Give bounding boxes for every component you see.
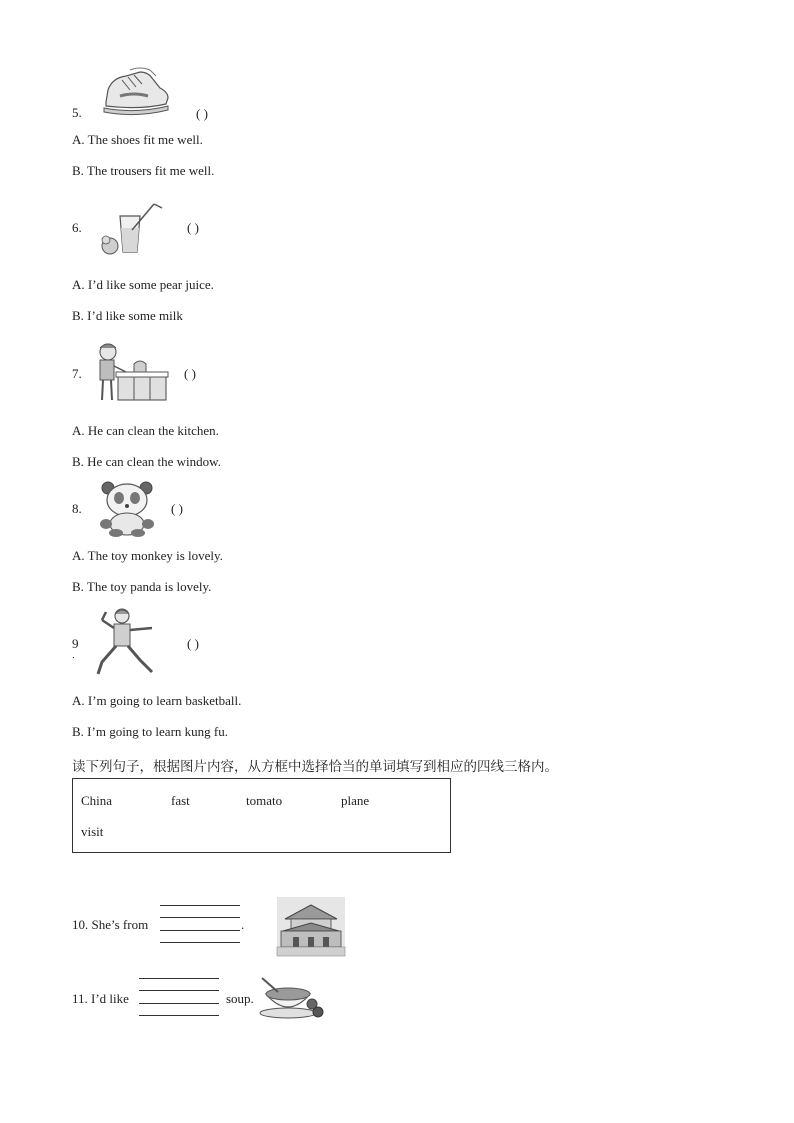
word-option: plane bbox=[341, 793, 370, 808]
option-b: B. He can clean the window. bbox=[72, 454, 221, 469]
fill-in-suffix: soup. bbox=[226, 991, 254, 1006]
option-b: B. I’m going to learn kung fu. bbox=[72, 724, 228, 739]
four-line-grid[interactable] bbox=[139, 978, 219, 1016]
option-a: A. The shoes fit me well. bbox=[72, 132, 203, 147]
option-a: A. He can clean the kitchen. bbox=[72, 423, 219, 438]
option-a: A. I’m going to learn basketball. bbox=[72, 693, 242, 708]
kung-fu-boy-picture bbox=[94, 606, 158, 678]
answer-bracket[interactable]: ( ) bbox=[187, 220, 199, 235]
option-a: A. I’d like some pear juice. bbox=[72, 277, 214, 292]
tiananmen-picture bbox=[277, 897, 345, 956]
option-b: B. The toy panda is lovely. bbox=[72, 579, 212, 594]
word-option: fast bbox=[171, 793, 190, 808]
answer-bracket[interactable]: ( ) bbox=[171, 501, 183, 516]
option-b: B. The trousers fit me well. bbox=[72, 163, 215, 178]
boy-kitchen-picture bbox=[94, 340, 168, 404]
question-number: 9 bbox=[72, 636, 79, 651]
sneakers-picture bbox=[100, 66, 172, 116]
toy-panda-picture bbox=[98, 480, 156, 536]
fill-in-prefix: 10. She’s from bbox=[72, 917, 149, 932]
answer-bracket[interactable]: ( ) bbox=[184, 366, 196, 381]
four-line-grid[interactable] bbox=[160, 905, 240, 943]
word-option: China bbox=[81, 793, 113, 808]
word-option: visit bbox=[81, 824, 104, 839]
juice-glass-picture bbox=[96, 200, 168, 258]
question-number: 6. bbox=[72, 220, 82, 235]
question-number: 8. bbox=[72, 501, 82, 516]
soup-bowl-picture bbox=[258, 976, 326, 1020]
word-box bbox=[72, 778, 451, 853]
question-number: 5. bbox=[72, 105, 82, 120]
word-option: tomato bbox=[246, 793, 283, 808]
fill-in-prefix: 11. I’d like bbox=[72, 991, 129, 1006]
option-b: B. I’d like some milk bbox=[72, 308, 183, 323]
option-a: A. The toy monkey is lovely. bbox=[72, 548, 223, 563]
answer-bracket[interactable]: ( ) bbox=[196, 106, 208, 121]
question-number-dot: ． bbox=[72, 650, 82, 660]
section-instruction: 读下列句子，根据图片内容，从方框中选择恰当的单词填写到相应的四线三格内。 bbox=[72, 759, 558, 775]
question-number: 7. bbox=[72, 366, 82, 381]
fill-in-suffix: . bbox=[241, 917, 245, 932]
answer-bracket[interactable]: ( ) bbox=[187, 636, 199, 651]
